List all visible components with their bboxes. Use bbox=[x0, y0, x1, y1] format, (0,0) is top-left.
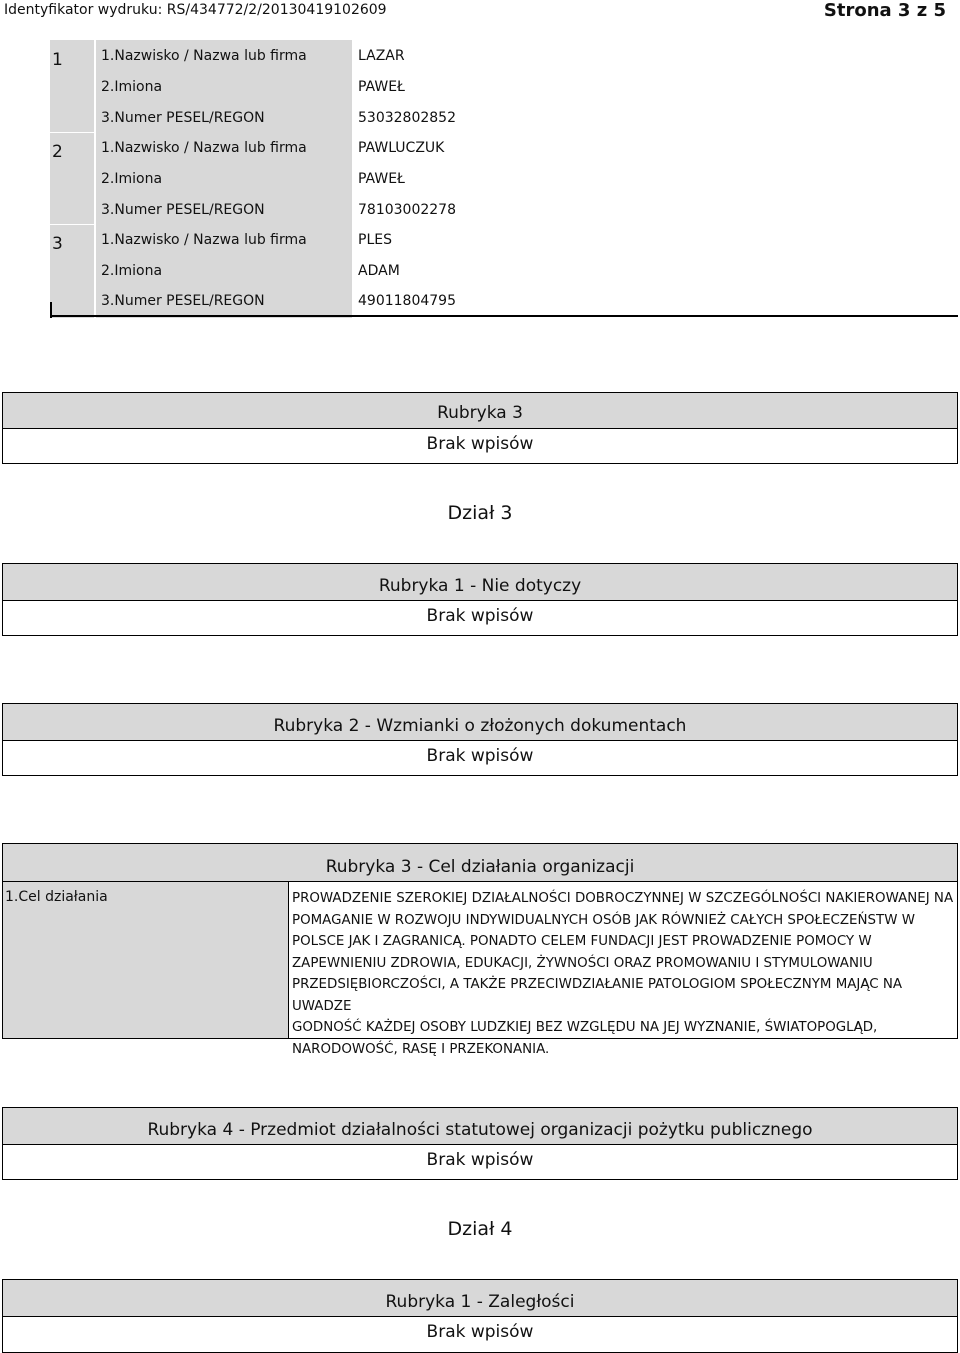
cel-line: ZAPEWNIENIU ZDROWIA, EDUKACJI, ŻYWNOŚCI ORAZ PROMOWANIU I STYMULOWANIU bbox=[292, 955, 873, 971]
cel-divider bbox=[288, 882, 289, 1038]
cel-line: POMAGANIE W ROZWOJU INDYWIDUALNYCH OSÓB JAK RÓWNIEŻ CAŁYCH SPOŁECZEŃSTW W bbox=[292, 912, 915, 928]
cel-text bbox=[292, 888, 956, 1060]
section-d4-rubryka-1 bbox=[2, 1279, 958, 1353]
section-rubryka-3 bbox=[2, 392, 958, 464]
cel-line: GODNOŚĆ KAŻDEJ OSOBY LUDZKIEJ BEZ WZGLĘDU NA JEJ WYZNANIE, ŚWIATOPOGLĄD, bbox=[292, 1020, 878, 1035]
first-name-label: 2.Imiona bbox=[101, 171, 163, 187]
first-name-value: PAWEŁ bbox=[358, 79, 405, 95]
section-d3-rubryka-2 bbox=[2, 703, 958, 776]
cel-label-cell bbox=[3, 882, 288, 1038]
section-body: Brak wpisów bbox=[426, 746, 534, 766]
pesel-label: 3.Numer PESEL/REGON bbox=[101, 110, 265, 126]
section-title: Rubryka 3 - Cel działania organizacji bbox=[3, 844, 957, 882]
section-title: Rubryka 4 - Przedmiot działalności statutowej organizacji pożytku publicznego bbox=[3, 1108, 957, 1145]
first-name-value: PAWEŁ bbox=[358, 171, 405, 187]
person-number: 2 bbox=[52, 142, 63, 162]
first-name-label: 2.Imiona bbox=[101, 79, 163, 95]
cel-line: POLSCE JAK I ZAGRANICĄ. PONADTO CELEM FUNDACJI JEST PROWADZENIE POMOCY W bbox=[292, 934, 872, 949]
name-value: PAWLUCZUK bbox=[358, 140, 445, 156]
cel-line: PROWADZENIE SZEROKIEJ DZIAŁALNOŚCI DOBROCZYNNEJ W SZCZEGÓLNOŚCI NAKIEROWANEJ NA bbox=[292, 891, 954, 906]
section-title: Rubryka 2 - Wzmianki o złożonych dokumentach bbox=[3, 704, 957, 741]
row-divider bbox=[50, 132, 94, 133]
persons-value-column bbox=[354, 40, 958, 318]
name-label: 1.Nazwisko / Nazwa lub firma bbox=[101, 140, 307, 156]
persons-num-column bbox=[50, 40, 94, 318]
table-left-tick bbox=[50, 302, 52, 318]
section-d3-rubryka-3 bbox=[2, 843, 958, 1057]
name-value: LAZAR bbox=[358, 48, 405, 64]
cel-line: PRZEDSIĘBIORCZOŚCI, A TAKŻE PRZECIWDZIAŁANIE PATOLOGIOM SPOŁECZNYM MAJĄC NA UWADZE bbox=[292, 977, 903, 1014]
first-name-label: 2.Imiona bbox=[101, 263, 163, 279]
dzial-3-title: Dział 3 bbox=[447, 502, 513, 524]
pesel-label: 3.Numer PESEL/REGON bbox=[101, 202, 265, 218]
section-body: Brak wpisów bbox=[426, 1322, 534, 1342]
pesel-value: 78103002278 bbox=[358, 202, 456, 218]
name-value: PLES bbox=[358, 232, 392, 248]
pesel-value: 53032802852 bbox=[358, 110, 456, 126]
cel-line: NARODOWOŚĆ, RASĘ I PRZEKONANIA. bbox=[292, 1041, 550, 1057]
section-d3-rubryka-4 bbox=[2, 1107, 958, 1180]
section-body: Brak wpisów bbox=[426, 1150, 534, 1170]
section-body: Brak wpisów bbox=[426, 434, 534, 454]
print-identifier: Identyfikator wydruku: RS/434772/2/20130419102609 bbox=[4, 2, 387, 18]
section-title: Rubryka 3 bbox=[3, 393, 957, 429]
section-title: Rubryka 1 - Nie dotyczy bbox=[3, 564, 957, 601]
first-name-value: ADAM bbox=[358, 263, 400, 279]
table-bottom-border bbox=[50, 315, 958, 317]
section-d3-rubryka-1 bbox=[2, 563, 958, 636]
pesel-value: 49011804795 bbox=[358, 293, 456, 309]
person-number: 3 bbox=[52, 234, 63, 254]
pesel-label: 3.Numer PESEL/REGON bbox=[101, 293, 265, 309]
cel-label: 1.Cel działania bbox=[5, 889, 108, 905]
page-number: Strona 3 z 5 bbox=[823, 0, 946, 21]
name-label: 1.Nazwisko / Nazwa lub firma bbox=[101, 48, 307, 64]
persons-table bbox=[50, 40, 958, 318]
person-number: 1 bbox=[52, 50, 63, 70]
section-title: Rubryka 1 - Zaległości bbox=[3, 1280, 957, 1317]
row-divider bbox=[50, 224, 94, 225]
section-body: Brak wpisów bbox=[426, 606, 534, 626]
dzial-4-title: Dział 4 bbox=[447, 1218, 513, 1240]
name-label: 1.Nazwisko / Nazwa lub firma bbox=[101, 232, 307, 248]
